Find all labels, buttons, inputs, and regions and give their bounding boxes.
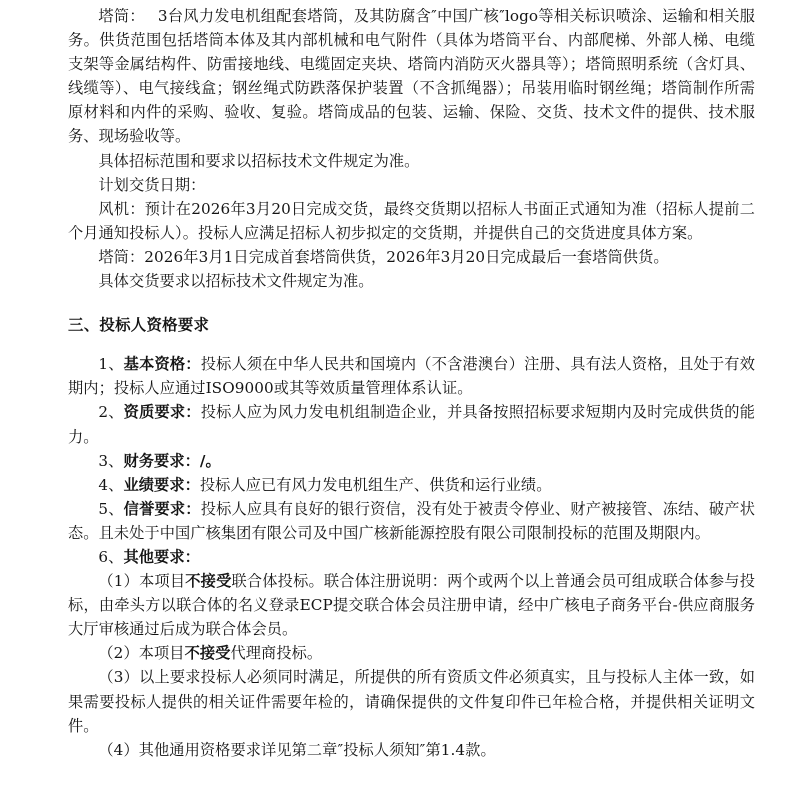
body-text: （2）本项目: [98, 644, 185, 663]
paragraph-requirement-2: [68, 400, 755, 448]
body-text: 投标人须在中华人民共和国境内（不含港澳台）注册、具有法人资格，且处于有效期内；投标人应通过ISO9000或其等效质量管理体系认证。: [68, 355, 755, 398]
paragraph-requirement-3: [68, 449, 755, 473]
body-text: 5、: [98, 499, 124, 518]
emphasis-text: 不接受: [185, 572, 232, 591]
paragraph-requirement-6-4: （4）其他通用资格要求详见第二章″投标人须知″第1.4款。: [98, 740, 496, 759]
body-text: （1）本项目: [98, 572, 186, 591]
spacer-after-heading: [68, 337, 755, 352]
document-body: [68, 4, 755, 762]
body-text: 6、: [98, 547, 124, 566]
emphasis-text: 不接受: [184, 644, 231, 663]
paragraph-requirement-6-3: （3）以上要求投标人必须同时满足，所提供的所有资质文件必须真实，且与投标人主体一致，如果需要投标人提供的相关证件需要年检的，请确保提供的文件复印件已年检合格，并提供相关证明文件。: [68, 668, 755, 735]
emphasis-text: 资质要求：: [123, 403, 201, 422]
section-heading-qualifications: 三、投标人资格要求: [68, 316, 210, 335]
paragraph-requirement-4: [68, 473, 755, 497]
body-text: 投标人应已有风力发电机组生产、供货和运行业绩。: [199, 475, 552, 494]
spacer-before-heading: [68, 293, 755, 313]
paragraph-tower-scope: 塔筒： 3台风力发电机组配套塔筒，及其防腐含″中国广核″logo等相关标识喷涂、运输和相关服务。供货范围包括塔筒本体及其内部机械和电气附件（具体为塔筒平台、内部爬梯、外部人梯、电缆支架等金属结构件、防雷接地线、电缆固定夹块、塔筒内消防灭火器具等）；塔筒照明系统（含灯具、线缆等）、电气接线盒；钢丝绳式防跌落保护装置（不含抓绳器）；吊装用临时钢丝绳；塔筒制作所需原材料和内件的采购、验收、复验。塔筒成品的包装、运输、保险、交货、技术文件的提供、技术服务、现场验收等。: [68, 7, 755, 146]
body-text: 联合体投标。联合体注册说明：两个或两个以上普通会员可组成联合体参与投标，由牵头方以联合体的名义登录ECP提交联合体会员注册申请，经中广核电子商务平台-供应商服务大厅审核通过后成为联合体会员。: [68, 572, 755, 639]
paragraph-delivery-note: 具体交货要求以招标技术文件规定为准。: [98, 272, 374, 291]
body-text: 代理商投标。: [230, 644, 323, 663]
paragraph-requirement-6-2: [68, 641, 755, 665]
paragraph-delivery-turbine: 风机：预计在2026年3月20日完成交货，最终交货期以招标人书面正式通知为准（招标人提前二个月通知投标人）。投标人应满足招标人初步拟定的交货期，并提供自己的交货进度具体方案。: [68, 199, 755, 242]
paragraph-requirement-5: [68, 497, 755, 545]
paragraph-delivery-tower: 塔筒：2026年3月1日完成首套塔筒供货，2026年3月20日完成最后一套塔筒供货。: [98, 247, 669, 266]
body-text: 投标人应具有良好的银行资信，没有处于被责令停业、财产被接管、冻结、破产状态。且未处于中国广核集团有限公司及中国广核新能源控股有限公司限制投标的范围及期限内。: [68, 499, 755, 542]
paragraph-requirement-1: [68, 352, 755, 400]
body-text: 投标人应为风力发电机组制造企业，并具备按照招标要求短期内及时完成供货的能力。: [68, 403, 755, 446]
emphasis-text: 基本资格：: [123, 355, 201, 374]
emphasis-text: 信誉要求：: [123, 499, 201, 518]
emphasis-text: 业绩要求：: [123, 475, 200, 494]
paragraph-requirement-6: [68, 545, 755, 569]
body-text: 3、: [98, 451, 124, 470]
paragraph-scope-note: 具体招标范围和要求以招标技术文件规定为准。: [98, 151, 420, 170]
emphasis-text: 其他要求：: [123, 547, 200, 566]
paragraph-requirement-6-1: [68, 569, 755, 641]
body-text: 2、: [98, 403, 124, 422]
body-text: 1、: [98, 355, 124, 374]
body-text: 4、: [98, 475, 124, 494]
paragraph-delivery-date-label: 计划交货日期：: [98, 175, 206, 194]
emphasis-text: 财务要求：/。: [123, 451, 221, 470]
